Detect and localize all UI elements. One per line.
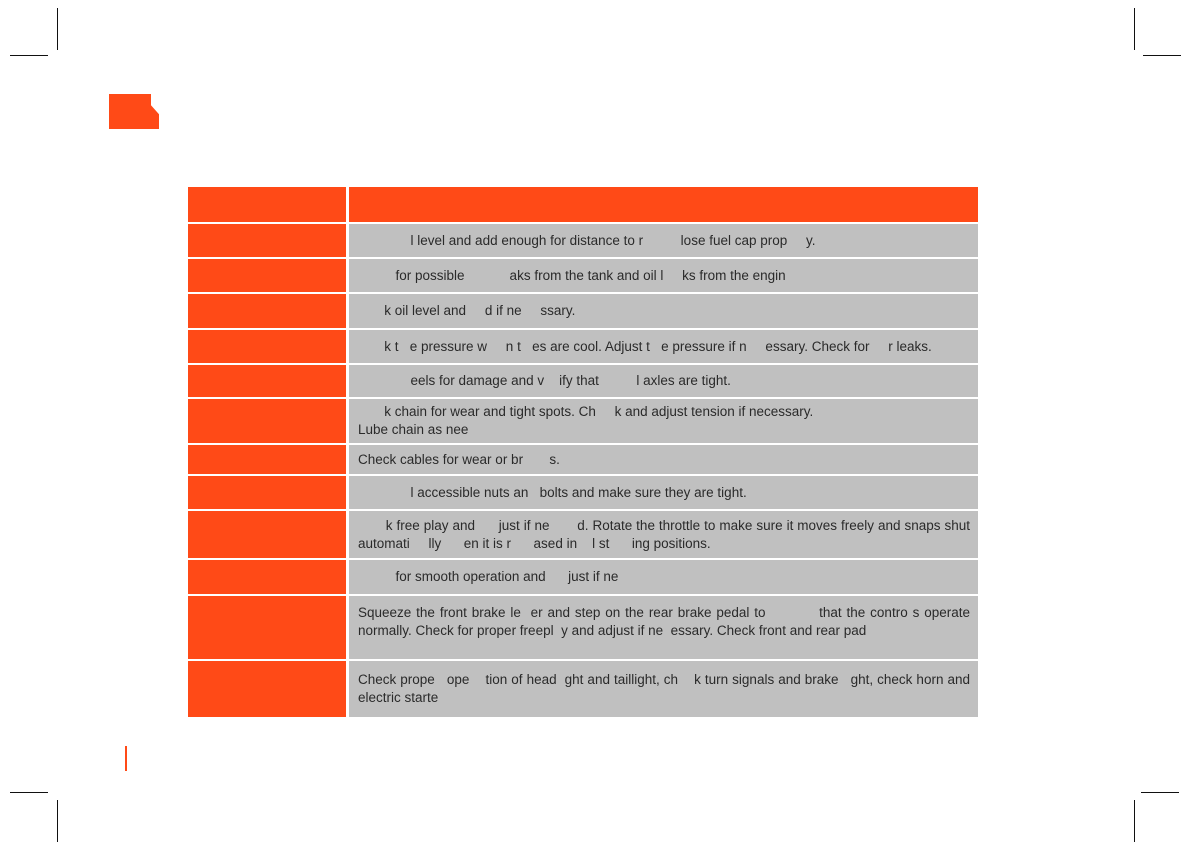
table-row-check-cell (349, 224, 978, 257)
table-row-item-cell (188, 560, 346, 594)
table-row-text: for possible aks from the tank and oil l ks from the engin (358, 267, 786, 283)
table-row-check-cell (349, 365, 978, 397)
table-row-item-cell (188, 596, 346, 659)
crop-mark-bottom-left-v (57, 800, 58, 842)
table-row-check-cell (349, 294, 978, 328)
table-row (188, 399, 978, 443)
table-row (188, 330, 978, 363)
page-number-marker (125, 746, 127, 771)
table-row-item-cell (188, 476, 346, 509)
table-row-check-cell (349, 661, 978, 717)
crop-mark-bottom-right-h (1141, 792, 1179, 793)
table-row (188, 511, 978, 558)
table-row-check-cell (349, 259, 978, 292)
table-header-row (188, 187, 978, 222)
table-row-text: for smooth operation and just if ne (358, 569, 619, 584)
table-row-check-cell (349, 560, 978, 594)
table-row-text: k free play and just if ne d. Rotate the throttle to make sure it moves freely and snaps shut automati lly en it is r ased in l st ing positions. (358, 517, 974, 551)
table-row (188, 445, 978, 474)
table-row-item-cell (188, 224, 346, 257)
table-row-check-cell (349, 330, 978, 363)
crop-mark-top-right-h (1143, 55, 1181, 56)
table-row (188, 259, 978, 292)
table-row-check-cell (349, 596, 978, 659)
table-row (188, 596, 978, 659)
table-row-item-cell (188, 259, 346, 292)
crop-mark-top-left-h (10, 55, 48, 56)
table-header-item-cell (188, 187, 346, 222)
table-row-item-cell (188, 661, 346, 717)
table-row (188, 294, 978, 328)
table-row-text: Squeeze the front brake le er and step on the rear brake pedal to that the contro s operate normally. Check for proper freepl y and adjust if ne essary. Check front and rear pad (358, 605, 974, 638)
table-row-item-cell (188, 330, 346, 363)
table-row-item-cell (188, 399, 346, 443)
table-row-check-cell (349, 476, 978, 509)
crop-mark-bottom-right-v (1134, 800, 1135, 842)
crop-mark-bottom-left-h (10, 792, 48, 793)
table-header-check-cell (349, 187, 978, 222)
table-row (188, 661, 978, 717)
table-row-text: k oil level and d if ne ssary. (358, 303, 576, 318)
table-row-text: eels for damage and v ify that l axles are tight. (358, 373, 731, 388)
table-row-item-cell (188, 445, 346, 474)
chapter-tab-marker (109, 94, 159, 129)
table-row-check-cell (349, 511, 978, 558)
table-row-text: l level and add enough for distance to r lose fuel cap prop y. (358, 232, 816, 248)
inspection-table (188, 187, 978, 719)
table-row-text: Check prope ope tion of head ght and taillight, ch k turn signals and brake ght, check horn and electric starte (358, 672, 974, 705)
table-row (188, 476, 978, 509)
crop-mark-top-left-v (57, 8, 58, 50)
crop-mark-top-right-v (1134, 8, 1135, 50)
table-row (188, 224, 978, 257)
table-row-text: k t e pressure w n t es are cool. Adjust t e pressure if n essary. Check for r leaks. (358, 338, 932, 354)
table-row (188, 560, 978, 594)
table-row-check-cell (349, 399, 978, 443)
table-row-text: k chain for wear and tight spots. Ch k and adjust tension if necessary. Lube chain as nee (358, 404, 814, 437)
table-row-item-cell (188, 365, 346, 397)
table-row-text: Check cables for wear or br s. (358, 451, 560, 467)
table-row-item-cell (188, 294, 346, 328)
table-row (188, 365, 978, 397)
table-row-check-cell (349, 445, 978, 474)
table-row-item-cell (188, 511, 346, 558)
table-row-text: l accessible nuts an bolts and make sure they are tight. (358, 484, 747, 500)
